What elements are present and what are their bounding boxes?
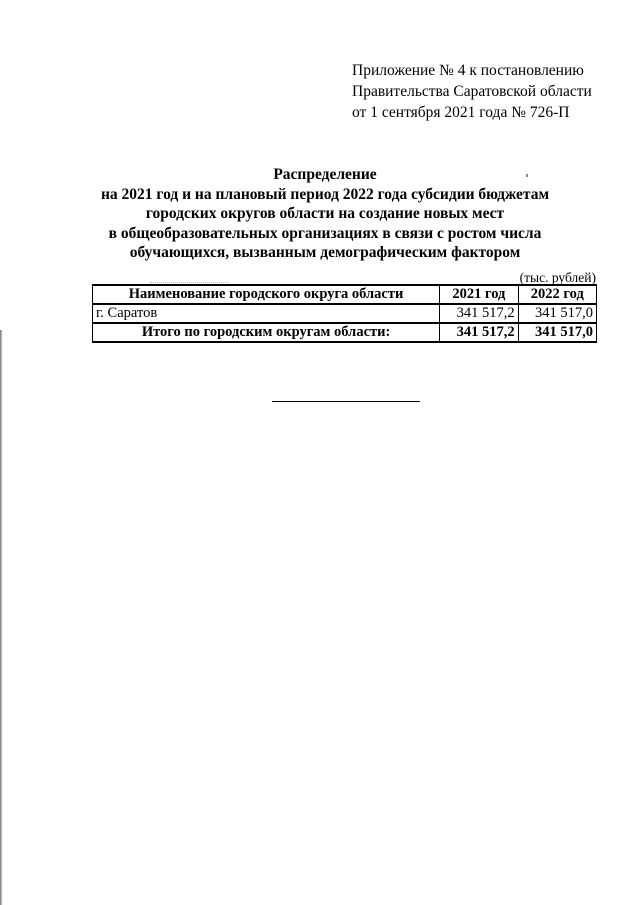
total-value-2021: 341 517,2 <box>440 323 518 342</box>
title-line-4: в общеобразовательных организациях в связи с ростом числа <box>108 224 542 242</box>
scan-edge-shadow <box>0 330 3 905</box>
title-line-2: на 2021 год и на плановый период 2022 года субсидии бюджетам <box>100 185 550 203</box>
header-district-name: Наименование городского округа области <box>93 285 440 304</box>
scan-faint-dash <box>150 282 228 283</box>
title-line-3: городских округов области на создание новых мест <box>145 205 505 222</box>
row-value-2022: 341 517,0 <box>518 304 596 323</box>
closing-separator-line <box>272 401 420 402</box>
table-row <box>93 304 597 323</box>
header-year-2022: 2022 год <box>518 285 596 304</box>
row-district-name: г. Саратов <box>93 304 440 323</box>
appendix-line-1: Приложение № 4 к постановлению <box>352 62 584 79</box>
appendix-reference <box>352 60 592 123</box>
header-year-2021: 2021 год <box>440 285 518 304</box>
appendix-line-3: от 1 сентября 2021 года № 726-П <box>352 104 570 121</box>
title-line-5: обучающихся, вызванным демографическим фактором <box>129 244 521 261</box>
total-label: Итого по городским округам области: <box>93 323 440 342</box>
document-title <box>80 165 570 263</box>
units-note: (тыс. рублей) <box>519 270 596 285</box>
total-value-2022: 341 517,0 <box>518 323 596 342</box>
subsidy-table <box>92 284 597 343</box>
title-line-1: Распределение <box>273 166 377 183</box>
table-total-row <box>93 323 597 342</box>
appendix-line-2: Правительства Саратовской области <box>352 83 592 100</box>
row-value-2021: 341 517,2 <box>440 304 518 323</box>
table-header-row <box>93 285 597 304</box>
